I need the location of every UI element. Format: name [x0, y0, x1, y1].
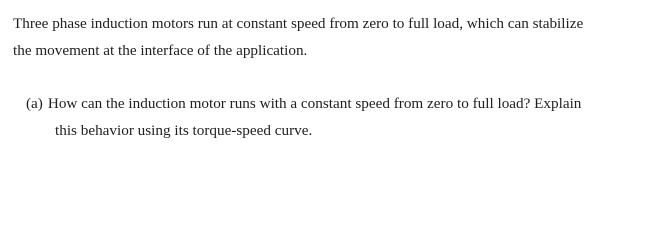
intro-line-2: the movement at the interface of the application.: [13, 42, 308, 59]
intro-paragraph: [13, 10, 665, 64]
question-label: (a): [26, 95, 43, 112]
question-line-1: [26, 90, 666, 117]
question-line-2: this behavior using its torque-speed curve.: [55, 122, 313, 139]
intro-line-1: Three phase induction motors run at constant speed from zero to full load, which can stabilize: [13, 15, 584, 32]
question-text-1: How can the induction motor runs with a constant speed from zero to full load? Explain: [47, 95, 582, 112]
question-a: [26, 90, 666, 144]
